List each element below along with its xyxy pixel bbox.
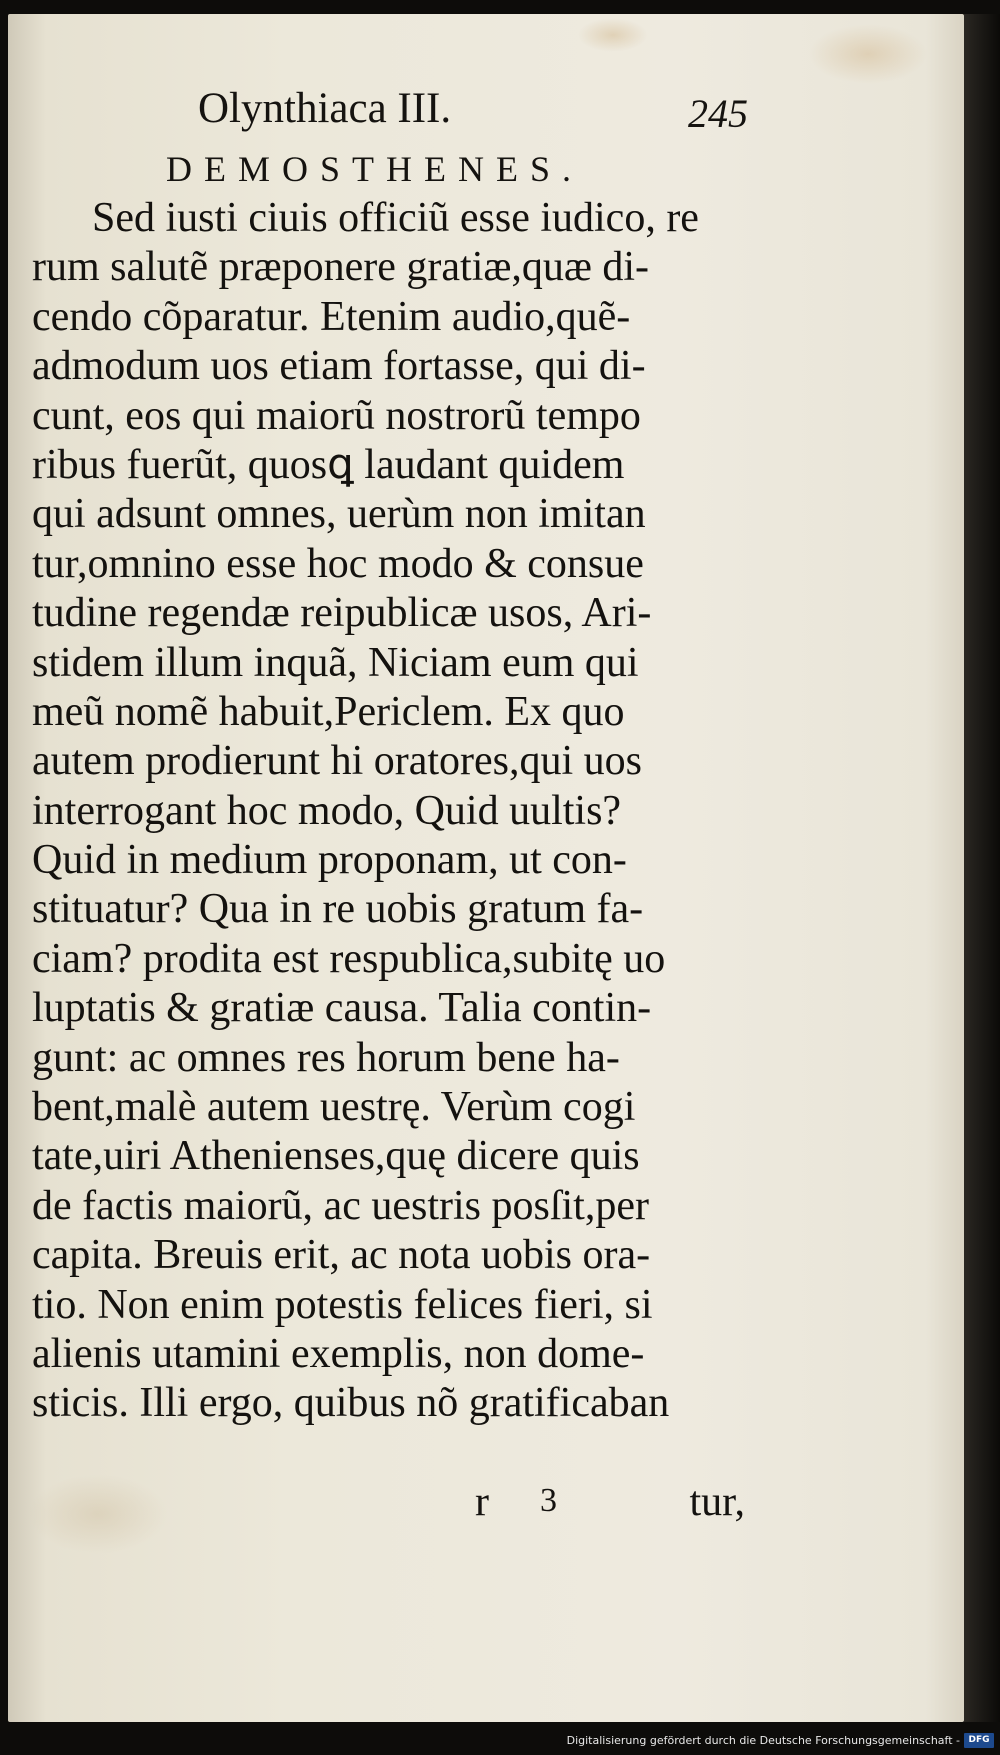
funding-credit: Digitalisierung gefördert durch die Deutsche Forschungsgemeinschaft - [566,1734,960,1747]
text-line: stidem illum inquã, Niciam eum qui [32,639,639,686]
footer-bar [0,1722,1000,1755]
text-line: qui adsunt omnes, uerùm non imitan [32,491,646,538]
text-line: bent,malè autem uestrę. Verùm cogi [32,1084,636,1131]
text-line: meũ nomẽ habuit,Periclem. Ex quo [32,688,625,735]
text-line: Quid in medium proponam, ut con- [32,837,627,884]
paper-stain [28,1474,168,1554]
signature-number: 3 [540,1482,557,1519]
text-line: ribus fuerũt, quosꝗ laudant quidem [32,441,625,488]
catchword: tur, [689,1479,745,1525]
text-line: cendo cõparatur. Etenim audio,quẽ- [32,293,631,340]
text-line: cunt, eos qui maiorũ nostrorũ tempo [32,392,641,439]
text-line: luptatis & gratiæ causa. Talia contin- [32,985,652,1032]
signature-mark: r [475,1479,489,1525]
text-line: tio. Non enim potestis felices fieri, si [32,1281,653,1328]
page-number: 245 [688,91,748,136]
text-line: sticis. Illi ergo, quibus nõ gratificaban [32,1380,670,1427]
signature-line [475,1478,745,1528]
text-line: alienis utamini exemplis, non dome- [32,1330,645,1377]
text-line: stituatur? Qua in re uobis gratum fa- [32,886,644,933]
speaker-heading: DEMOSTHENES. [166,149,584,189]
page-edge-shadow [964,14,1000,1722]
text-line: capita. Breuis erit, ac nota uobis ora- [32,1232,651,1279]
text-line: tate,uiri Athenienses,quę dicere quis [32,1133,640,1180]
paper-stain [808,24,928,84]
running-title: Olynthiaca III. [198,85,452,132]
text-line: Sed iusti ciuis officiũ esse iudico, re [92,195,699,241]
text-line: tudine regendæ reipublicæ usos, Ari- [32,590,652,637]
text-line: interrogant hoc modo, Quid uultis? [32,787,622,834]
text-line: tur,omnino esse hoc modo & consue [32,540,644,587]
text-line: de factis maiorũ, ac uestris posſit,per [32,1182,649,1229]
paper-stain [578,18,648,52]
text-line: rum salutẽ præponere gratiæ,quæ di- [32,244,650,291]
body-text [32,194,752,1429]
dfg-logo: DFG [964,1733,994,1748]
text-line: autem prodierunt hi oratores,qui uos [32,738,643,785]
text-line: ciam? prodita est respublica,subitę uo [32,935,666,982]
text-line: gunt: ac omnes res horum bene ha- [32,1034,620,1081]
text-line: admodum uos etiam fortasse, qui di- [32,343,646,390]
